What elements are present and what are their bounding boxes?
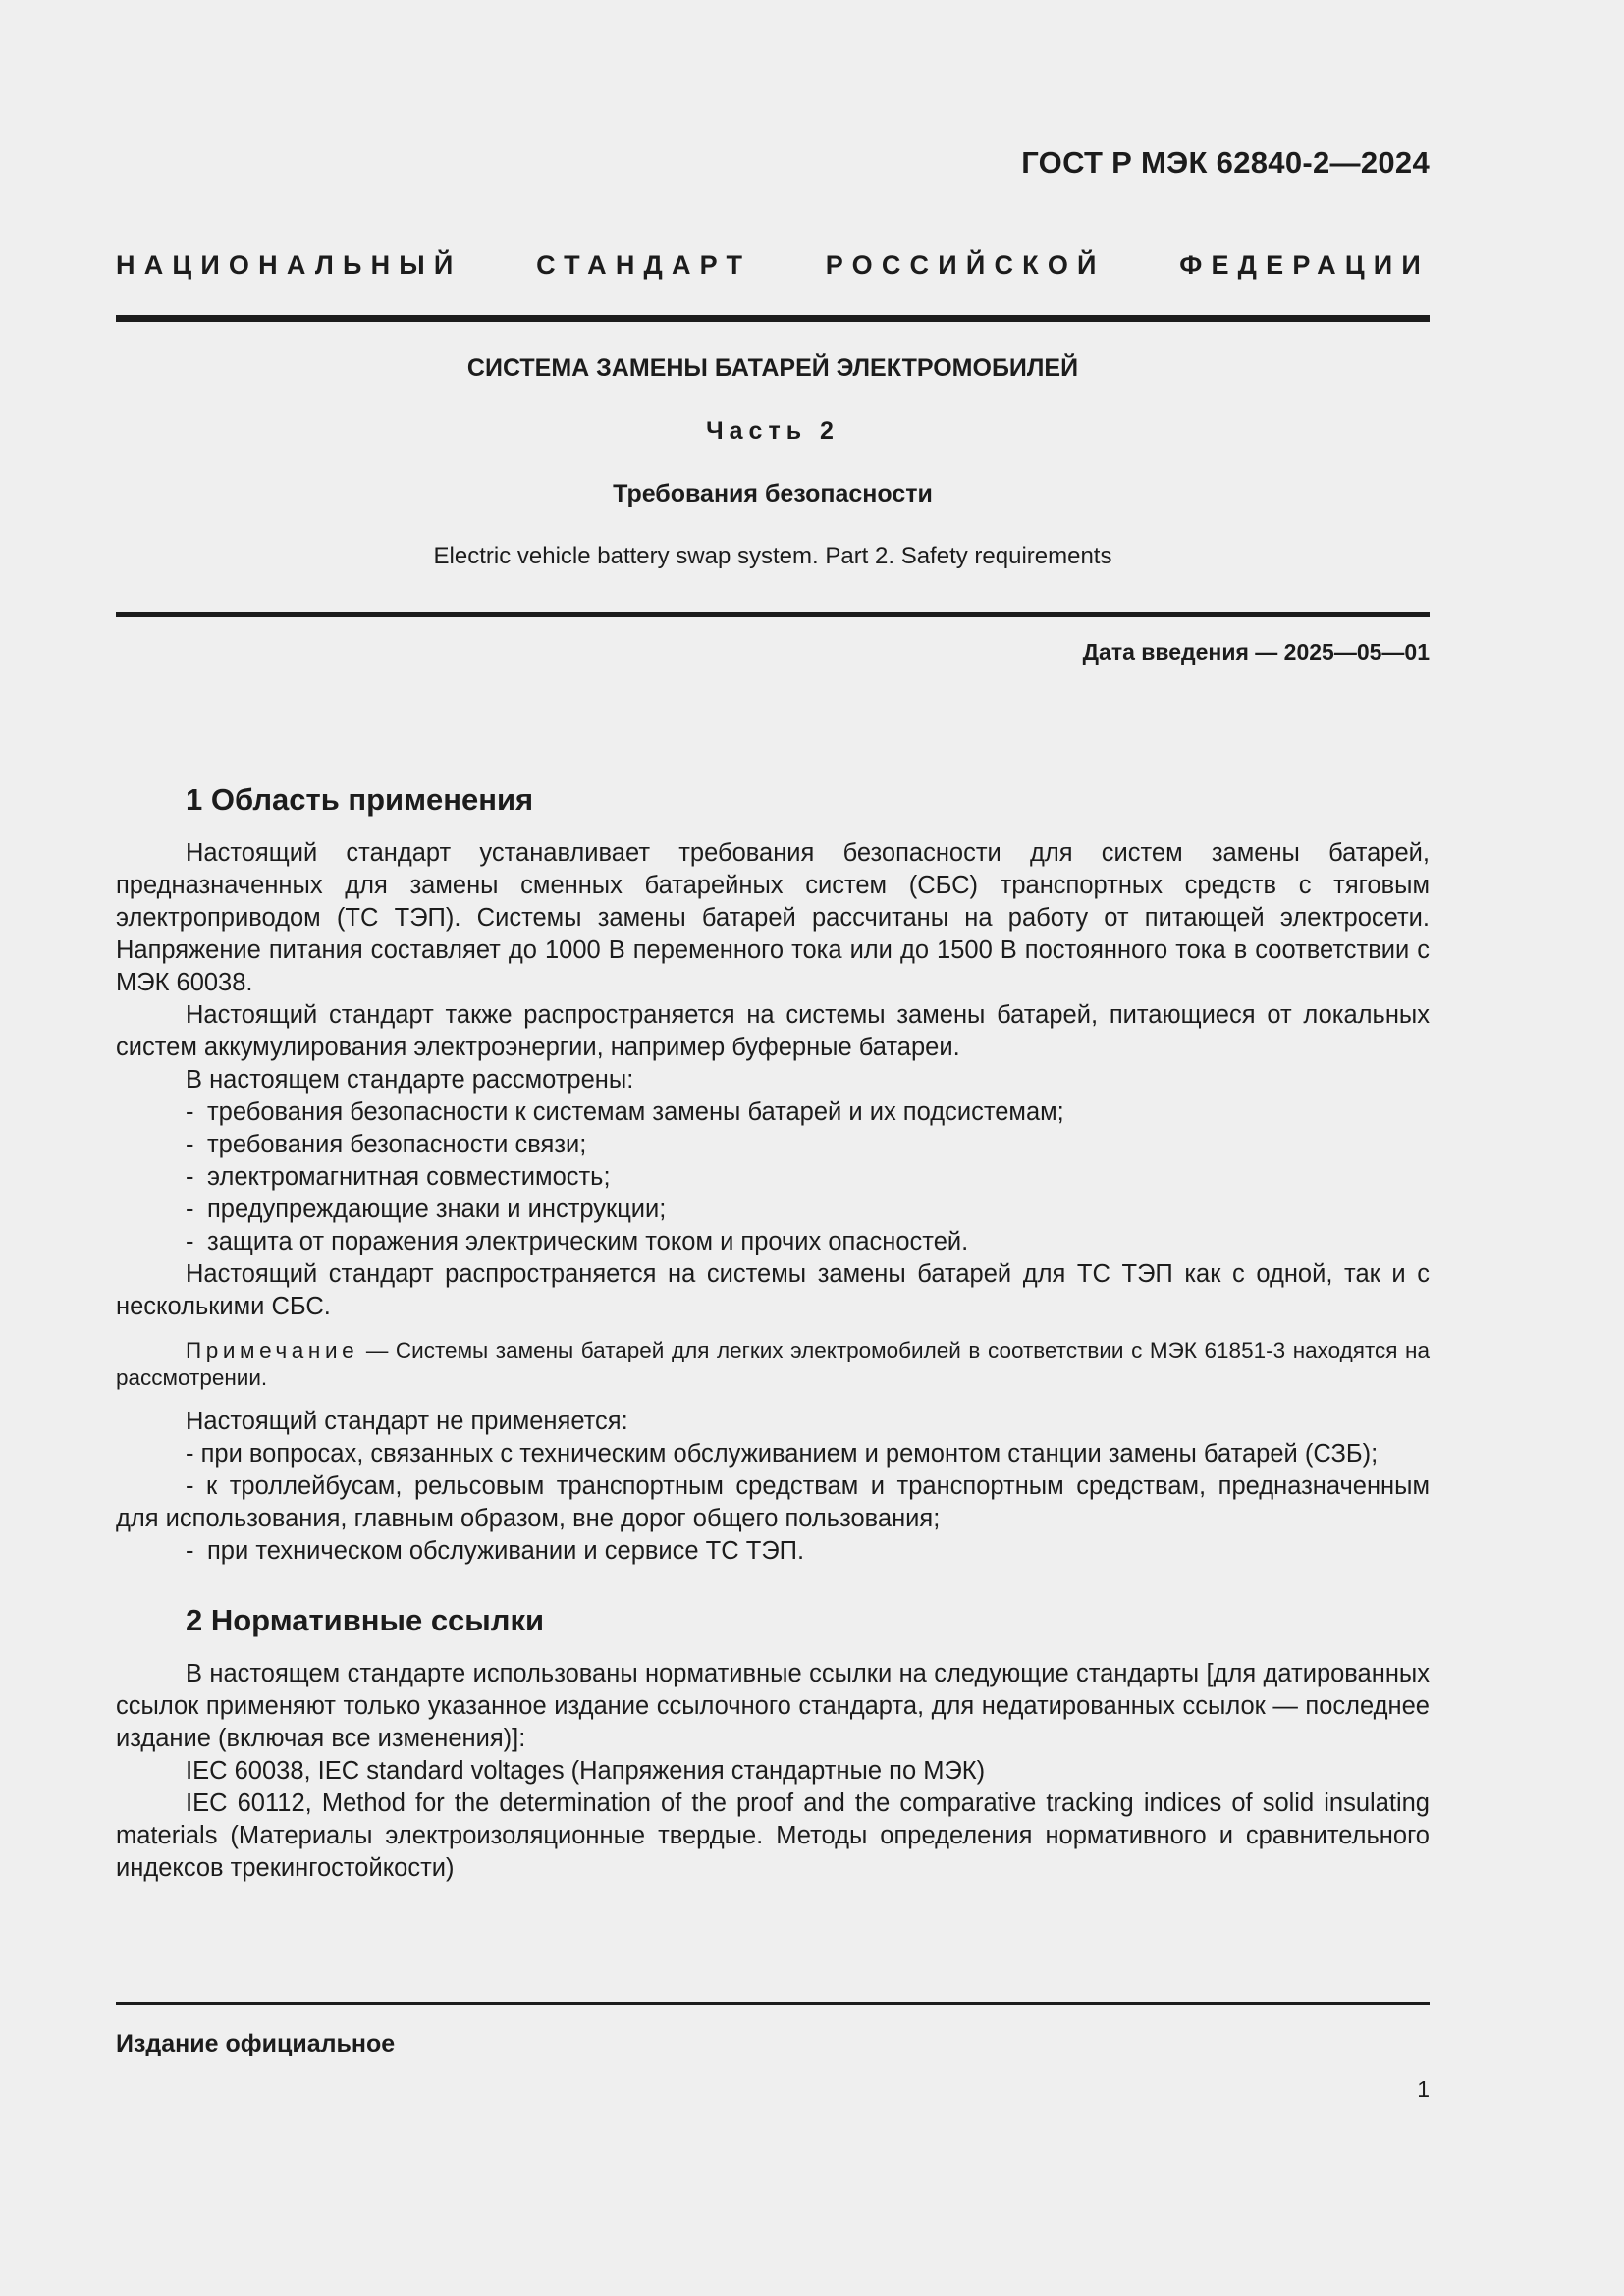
- paragraph: Настоящий стандарт также распространяется на системы замены батарей, питающиеся от локальных систем аккумулирования электроэнергии, например буферные батареи.: [116, 1001, 1430, 1061]
- paragraph: Настоящий стандарт устанавливает требования безопасности для систем замены батарей, предназначенных для замены сменных батарейных систем (СБС) транспортных средств с тяговым электроприводом (ТС ТЭП). Системы замены батарей рассчитаны на работу от питающей электросети. Напряжение питания составляет до 1000 В переменного тока или до 1500 В постоянного тока в соответствии с МЭК 60038.: [116, 839, 1430, 996]
- top-rule: [116, 315, 1430, 322]
- document-body: [116, 780, 1430, 1885]
- list-item: - требования безопасности к системам замены батарей и их подсистемам;: [186, 1098, 1064, 1126]
- english-title: Electric vehicle battery swap system. Part 2. Safety requirements: [433, 543, 1112, 569]
- standard-designation: ГОСТ Р МЭК 62840-2—2024: [1021, 145, 1430, 180]
- document-subtitle: Требования безопасности: [613, 480, 933, 507]
- list-item: - к троллейбусам, рельсовым транспортным средствам и транспортным средствам, предназначенным для использования, главным образом, вне дорог общего пользования;: [116, 1472, 1430, 1532]
- section-1-heading: 1 Область применения: [186, 782, 534, 817]
- document-part: Часть 2: [706, 417, 839, 445]
- list-item: - при техническом обслуживании и сервисе ТС ТЭП.: [186, 1537, 805, 1565]
- note-label: Примечание: [186, 1338, 359, 1362]
- paragraph: Настоящий стандарт распространяется на системы замены батарей для ТС ТЭП как с одной, так и с несколькими СБС.: [116, 1260, 1430, 1320]
- note-text: — Системы замены батарей для легких электромобилей в соответствии с МЭК 61851-3 находятся на рассмотрении.: [116, 1338, 1430, 1390]
- list-item: - при вопросах, связанных с техническим обслуживанием и ремонтом станции замены батарей (СЗБ);: [186, 1440, 1379, 1468]
- paragraph: В настоящем стандарте рассмотрены:: [186, 1066, 634, 1094]
- note: [116, 1337, 1430, 1392]
- reference-item: IEC 60038, IEC standard voltages (Напряжения стандартные по МЭК): [186, 1757, 986, 1785]
- paragraph: Настоящий стандарт не применяется:: [186, 1408, 628, 1435]
- list-item: - защита от поражения электрическим током и прочих опасностей.: [186, 1228, 969, 1255]
- document-title: СИСТЕМА ЗАМЕНЫ БАТАРЕЙ ЭЛЕКТРОМОБИЛЕЙ: [466, 354, 1079, 382]
- list-item: - предупреждающие знаки и инструкции;: [186, 1196, 667, 1223]
- footer-rule: [116, 2002, 1430, 2005]
- reference-item: IEC 60112, Method for the determination of the proof and the comparative tracking indices of solid insulating materials (Материалы электроизоляционные твердые. Методы определения нормативного и сравнительного индексов трекингостойкости): [116, 1789, 1430, 1882]
- list-item: - электромагнитная совместимость;: [186, 1163, 611, 1191]
- national-standard-banner: НАЦИОНАЛЬНЫЙ СТАНДАРТ РОССИЙСКОЙ ФЕДЕРАЦИИ: [116, 250, 1430, 280]
- introduction-date: Дата введения — 2025—05—01: [1082, 639, 1430, 665]
- paragraph: В настоящем стандарте использованы нормативные ссылки на следующие стандарты [для датированных ссылок применяют только указанное издание ссылочного стандарта, для недатированных ссылок — последнее издание (включая все изменения)]:: [116, 1660, 1430, 1752]
- page-number: 1: [1417, 2076, 1430, 2102]
- section-2-heading: 2 Нормативные ссылки: [186, 1603, 545, 1637]
- list-item: - требования безопасности связи;: [186, 1131, 587, 1158]
- official-edition-label: Издание официальное: [116, 2030, 396, 2057]
- title-bottom-rule: [116, 612, 1430, 617]
